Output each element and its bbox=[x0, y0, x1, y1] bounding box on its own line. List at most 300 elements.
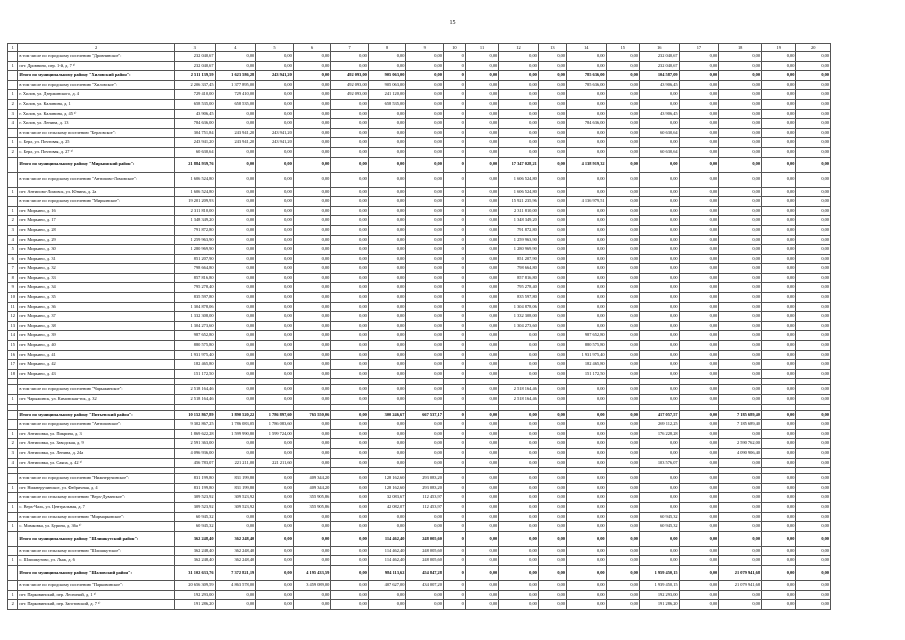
address-cell: в том числе по городскому поселению "Хиловское": bbox=[18, 80, 174, 90]
amount-cell: 0 bbox=[443, 448, 465, 458]
amount-cell: 0,00 bbox=[256, 109, 294, 119]
amount-cell: 0,00 bbox=[719, 293, 762, 303]
amount-cell: 0,00 bbox=[293, 283, 331, 293]
amount-cell: 0,00 bbox=[465, 206, 498, 216]
amount-cell: 0,00 bbox=[719, 458, 762, 468]
row-index-cell: 5 bbox=[8, 245, 18, 255]
amount-cell: 0,00 bbox=[256, 206, 294, 216]
amount-cell: 0,00 bbox=[567, 420, 607, 430]
amount-cell: 104 587,09 bbox=[640, 71, 680, 81]
amount-cell: 0,00 bbox=[679, 502, 719, 512]
amount-cell: 309 523,92 bbox=[215, 502, 256, 512]
amount-cell: 0,00 bbox=[640, 439, 680, 449]
row-index-cell: 1 bbox=[8, 429, 18, 439]
amount-cell: 0,00 bbox=[215, 216, 256, 226]
row-index-cell: 6 bbox=[8, 254, 18, 264]
building-row bbox=[8, 206, 831, 216]
amount-cell: 0,00 bbox=[762, 474, 796, 484]
amount-cell: 0,00 bbox=[640, 283, 680, 293]
row-index-cell: 15 bbox=[8, 341, 18, 351]
amount-cell: 0,00 bbox=[406, 138, 444, 148]
address-cell: в том числе по городскому поселению "Чарыжинское": bbox=[18, 385, 174, 395]
amount-cell: 0 bbox=[443, 580, 465, 590]
building-row bbox=[8, 429, 831, 439]
amount-cell: 0,00 bbox=[256, 283, 294, 293]
amount-cell: 0,00 bbox=[331, 109, 369, 119]
amount-cell: 905 063,00 bbox=[368, 80, 406, 90]
amount-cell: 362 248,40 bbox=[215, 556, 256, 566]
amount-cell: 0,00 bbox=[606, 225, 639, 235]
amount-cell: 362 248,40 bbox=[174, 556, 215, 566]
amount-cell: 0,00 bbox=[499, 580, 539, 590]
row-index-cell bbox=[8, 420, 18, 430]
amount-cell: 0,00 bbox=[465, 264, 498, 274]
amount-cell: 0,00 bbox=[679, 331, 719, 341]
amount-cell: 0 bbox=[443, 147, 465, 157]
row-index-cell: 4 bbox=[8, 458, 18, 468]
amount-cell: 0,00 bbox=[679, 385, 719, 395]
building-row bbox=[8, 293, 831, 303]
amount-cell: 0,00 bbox=[567, 312, 607, 322]
amount-cell: 0,00 bbox=[567, 90, 607, 100]
amount-cell: 0,00 bbox=[215, 157, 256, 172]
amount-cell: 1 786 083,60 bbox=[256, 420, 294, 430]
amount-cell: 0,00 bbox=[256, 556, 294, 566]
amount-cell: 0,00 bbox=[796, 410, 831, 420]
amount-cell: 0,00 bbox=[538, 395, 566, 405]
amount-cell: 0,00 bbox=[499, 420, 539, 430]
amount-cell: 857 816,80 bbox=[174, 273, 215, 283]
amount-cell: 0,00 bbox=[406, 429, 444, 439]
amount-cell: 0,00 bbox=[567, 264, 607, 274]
amount-cell: 0,00 bbox=[256, 52, 294, 62]
amount-cell: 0,00 bbox=[499, 429, 539, 439]
amount-cell: 151 172,50 bbox=[567, 369, 607, 379]
address-cell: в том числе по городскому поселению "Нижнеручинское": bbox=[18, 474, 174, 484]
address-cell: Итого по муниципальному району "Мирьинский район": bbox=[18, 157, 174, 172]
amount-cell: 0,00 bbox=[465, 420, 498, 430]
address-cell: в том числе по городскому поселению "Мирьинское": bbox=[18, 197, 174, 207]
amount-cell: 0,00 bbox=[606, 565, 639, 580]
amount-cell: 0,00 bbox=[465, 410, 498, 420]
amount-cell: 0,00 bbox=[567, 245, 607, 255]
building-row bbox=[8, 273, 831, 283]
settlement-subtotal-row bbox=[8, 493, 831, 503]
amount-cell: 0,00 bbox=[679, 546, 719, 556]
row-index-cell: 1 bbox=[8, 206, 18, 216]
building-row bbox=[8, 90, 831, 100]
amount-cell: 0,00 bbox=[762, 512, 796, 522]
amount-cell: 0,00 bbox=[538, 493, 566, 503]
row-index-cell: 7 bbox=[8, 264, 18, 274]
amount-cell: 0,00 bbox=[762, 321, 796, 331]
amount-cell: 0,00 bbox=[465, 395, 498, 405]
amount-cell: 0,00 bbox=[293, 420, 331, 430]
amount-cell: 0,00 bbox=[465, 283, 498, 293]
amount-cell: 0,00 bbox=[796, 128, 831, 138]
amount-cell: 128 162,60 bbox=[368, 474, 406, 484]
amount-cell: 0,00 bbox=[606, 245, 639, 255]
amount-cell: 0,00 bbox=[293, 448, 331, 458]
amount-cell: 0,00 bbox=[215, 448, 256, 458]
amount-cell: 795 278,40 bbox=[499, 283, 539, 293]
amount-cell: 0,00 bbox=[567, 147, 607, 157]
amount-cell: 434 007,20 bbox=[406, 580, 444, 590]
amount-cell: 0,00 bbox=[406, 52, 444, 62]
amount-cell: 0 bbox=[443, 350, 465, 360]
amount-cell: 0,00 bbox=[719, 350, 762, 360]
amount-cell: 0,00 bbox=[368, 458, 406, 468]
amount-cell: 0 bbox=[443, 302, 465, 312]
amount-cell: 0,00 bbox=[796, 52, 831, 62]
row-index-cell bbox=[8, 385, 18, 395]
amount-cell: 0,00 bbox=[762, 90, 796, 100]
amount-cell: 0 bbox=[443, 206, 465, 216]
amount-cell: 0,00 bbox=[465, 273, 498, 283]
amount-cell: 0,00 bbox=[719, 502, 762, 512]
amount-cell: 0,00 bbox=[256, 225, 294, 235]
amount-cell: 0,00 bbox=[406, 302, 444, 312]
amount-cell: 857 816,80 bbox=[499, 273, 539, 283]
amount-cell: 0,00 bbox=[719, 138, 762, 148]
amount-cell: 0,00 bbox=[293, 80, 331, 90]
amount-cell: 0,00 bbox=[538, 109, 566, 119]
amount-cell: 0,00 bbox=[796, 206, 831, 216]
amount-cell: 0,00 bbox=[499, 90, 539, 100]
amount-cell: 0,00 bbox=[679, 80, 719, 90]
row-index-cell bbox=[8, 197, 18, 207]
amount-cell: 0,00 bbox=[499, 600, 539, 610]
amount-cell: 42 082,07 bbox=[368, 502, 406, 512]
row-index-cell: 12 bbox=[8, 312, 18, 322]
amount-cell: 2 311 810,00 bbox=[174, 206, 215, 216]
amount-cell: 0,00 bbox=[762, 245, 796, 255]
amount-cell: 1 599 724,00 bbox=[256, 429, 294, 439]
amount-cell: 0,00 bbox=[719, 556, 762, 566]
amount-cell: 0,00 bbox=[762, 273, 796, 283]
amount-cell: 0,00 bbox=[465, 531, 498, 546]
row-index-cell: 1 bbox=[8, 590, 18, 600]
amount-cell: 0,00 bbox=[679, 293, 719, 303]
amount-cell: 0,00 bbox=[331, 225, 369, 235]
amount-cell: 0,00 bbox=[719, 119, 762, 129]
amount-cell: 880 575,80 bbox=[567, 341, 607, 351]
amount-cell: 0,00 bbox=[538, 546, 566, 556]
amount-cell: 0 bbox=[443, 283, 465, 293]
amount-cell: 191 286,20 bbox=[174, 600, 215, 610]
amount-cell: 0,00 bbox=[796, 439, 831, 449]
amount-cell: 984 113,62 bbox=[368, 565, 406, 580]
amount-cell: 0,00 bbox=[538, 128, 566, 138]
amount-cell: 0,00 bbox=[293, 302, 331, 312]
amount-cell: 221 211,00 bbox=[215, 458, 256, 468]
amount-cell: 60 630,64 bbox=[174, 147, 215, 157]
amount-cell: 0,00 bbox=[538, 420, 566, 430]
amount-cell: 0,00 bbox=[606, 420, 639, 430]
amount-cell: 0,00 bbox=[256, 99, 294, 109]
amount-cell: 0,00 bbox=[796, 197, 831, 207]
amount-cell: 0,00 bbox=[499, 522, 539, 532]
amount-cell: 0,00 bbox=[293, 546, 331, 556]
amount-cell: 0,00 bbox=[719, 235, 762, 245]
amount-cell: 0,00 bbox=[640, 331, 680, 341]
amount-cell: 0,00 bbox=[499, 350, 539, 360]
amount-cell: 0,00 bbox=[567, 493, 607, 503]
amount-cell: 0,00 bbox=[293, 360, 331, 370]
amount-cell: 0,00 bbox=[215, 283, 256, 293]
amount-cell: 0,00 bbox=[293, 395, 331, 405]
amount-cell: 0,00 bbox=[293, 264, 331, 274]
amount-cell: 0,00 bbox=[368, 157, 406, 172]
amount-cell: 0,00 bbox=[256, 360, 294, 370]
amount-cell: 0,00 bbox=[256, 369, 294, 379]
amount-cell: 0,00 bbox=[331, 483, 369, 493]
amount-cell: 0,00 bbox=[465, 474, 498, 484]
amount-cell: 0,00 bbox=[719, 172, 762, 187]
amount-cell: 192 293,00 bbox=[174, 590, 215, 600]
amount-cell: 0,00 bbox=[331, 369, 369, 379]
amount-cell: 21 079 941,68 bbox=[719, 580, 762, 590]
amount-cell: 0,00 bbox=[796, 80, 831, 90]
address-cell: с. Верх-Чаль, ул. Центральная, д. 7 bbox=[18, 502, 174, 512]
amount-cell: 0,00 bbox=[719, 312, 762, 322]
amount-cell: 0,00 bbox=[406, 321, 444, 331]
amount-cell: 0,00 bbox=[719, 385, 762, 395]
address-cell: г. Хилов, ул. Ленина, д. 13 bbox=[18, 119, 174, 129]
amount-cell: 0,00 bbox=[465, 369, 498, 379]
building-row bbox=[8, 99, 831, 109]
amount-cell: 0,00 bbox=[368, 321, 406, 331]
amount-cell: 0,00 bbox=[679, 600, 719, 610]
amount-cell: 0,00 bbox=[762, 341, 796, 351]
amount-cell: 0,00 bbox=[640, 293, 680, 303]
amount-cell: 1 939 450,15 bbox=[640, 580, 680, 590]
address-cell: пгт. Антиповка, ул. Пикрина, д. 3 bbox=[18, 429, 174, 439]
amount-cell: 0,00 bbox=[719, 206, 762, 216]
amount-cell: 0,00 bbox=[293, 350, 331, 360]
amount-cell: 0,00 bbox=[331, 420, 369, 430]
amount-cell: 0,00 bbox=[331, 264, 369, 274]
amount-cell: 0 bbox=[443, 61, 465, 71]
amount-cell: 0,00 bbox=[567, 483, 607, 493]
amount-cell: 0,00 bbox=[719, 331, 762, 341]
amount-cell: 0,00 bbox=[406, 395, 444, 405]
amount-cell: 0,00 bbox=[567, 216, 607, 226]
amount-cell: 0,00 bbox=[538, 71, 566, 81]
amount-cell: 0,00 bbox=[719, 302, 762, 312]
amount-cell: 0,00 bbox=[406, 458, 444, 468]
amount-cell: 0,00 bbox=[719, 590, 762, 600]
amount-cell: 0,00 bbox=[465, 187, 498, 197]
building-row bbox=[8, 302, 831, 312]
amount-cell: 492 093,00 bbox=[331, 80, 369, 90]
amount-cell: 0,00 bbox=[606, 71, 639, 81]
amount-cell: 0,00 bbox=[796, 483, 831, 493]
amount-cell: 0,00 bbox=[538, 321, 566, 331]
amount-cell: 0,00 bbox=[368, 273, 406, 283]
amount-cell: 0,00 bbox=[465, 138, 498, 148]
amount-cell: 0 bbox=[443, 410, 465, 420]
amount-cell: 0,00 bbox=[679, 512, 719, 522]
amount-cell: 0,00 bbox=[606, 157, 639, 172]
amount-cell: 60 630,64 bbox=[640, 128, 680, 138]
amount-cell: 784 636,00 bbox=[567, 119, 607, 129]
amount-cell: 0,00 bbox=[368, 206, 406, 216]
amount-cell: 0,00 bbox=[679, 273, 719, 283]
amount-cell: 0 bbox=[443, 99, 465, 109]
amount-cell: 0,00 bbox=[606, 590, 639, 600]
amount-cell: 0,00 bbox=[215, 395, 256, 405]
amount-cell: 0,00 bbox=[293, 556, 331, 566]
amount-cell: 0,00 bbox=[719, 512, 762, 522]
amount-cell: 0,00 bbox=[256, 302, 294, 312]
amount-cell: 0,00 bbox=[679, 206, 719, 216]
amount-cell: 0,00 bbox=[256, 264, 294, 274]
amount-cell: 0,00 bbox=[796, 493, 831, 503]
address-cell: с. Шлишкутово, ул. Лыж, д. 6 bbox=[18, 556, 174, 566]
amount-cell: 0,00 bbox=[368, 61, 406, 71]
amount-cell: 0,00 bbox=[256, 331, 294, 341]
amount-cell: 0,00 bbox=[606, 439, 639, 449]
amount-cell: 0,00 bbox=[465, 235, 498, 245]
amount-cell: 0,00 bbox=[215, 264, 256, 274]
amount-cell: 0,00 bbox=[606, 369, 639, 379]
row-index-cell: 18 bbox=[8, 369, 18, 379]
amount-cell: 0,00 bbox=[762, 580, 796, 590]
amount-cell: 0,00 bbox=[499, 556, 539, 566]
amount-cell: 0,00 bbox=[215, 600, 256, 610]
amount-cell: 0,00 bbox=[719, 531, 762, 546]
amount-cell: 0,00 bbox=[567, 225, 607, 235]
amount-cell: 0,00 bbox=[331, 395, 369, 405]
amount-cell: 0,00 bbox=[719, 71, 762, 81]
amount-cell: 0,00 bbox=[293, 385, 331, 395]
amount-cell: 0,00 bbox=[256, 385, 294, 395]
amount-cell: 785 636,00 bbox=[567, 80, 607, 90]
amount-cell: 0,00 bbox=[406, 109, 444, 119]
amount-cell: 243 941,20 bbox=[256, 138, 294, 148]
amount-cell: 0 bbox=[443, 128, 465, 138]
amount-cell: 0,00 bbox=[762, 216, 796, 226]
amount-cell: 0,00 bbox=[215, 187, 256, 197]
amount-cell: 0,00 bbox=[331, 410, 369, 420]
amount-cell: 831 199,80 bbox=[215, 474, 256, 484]
amount-cell: 0,00 bbox=[606, 522, 639, 532]
address-cell: пгт. Антиповка, ул. Саяпа, д. 42 ¹⁾ bbox=[18, 458, 174, 468]
amount-cell: 0,00 bbox=[293, 254, 331, 264]
amount-cell: 0,00 bbox=[368, 293, 406, 303]
amount-cell: 1 304 273,60 bbox=[174, 321, 215, 331]
amount-cell: 0,00 bbox=[567, 61, 607, 71]
amount-cell: 0,00 bbox=[606, 502, 639, 512]
amount-cell: 0,00 bbox=[256, 254, 294, 264]
amount-cell: 0,00 bbox=[331, 302, 369, 312]
amount-cell: 785 636,00 bbox=[567, 71, 607, 81]
amount-cell: 0,00 bbox=[719, 128, 762, 138]
amount-cell: 0,00 bbox=[406, 600, 444, 610]
amount-cell: 0,00 bbox=[538, 580, 566, 590]
amount-cell: 0,00 bbox=[406, 99, 444, 109]
amount-cell: 0,00 bbox=[368, 128, 406, 138]
amount-cell: 0,00 bbox=[368, 187, 406, 197]
amount-cell: 0,00 bbox=[406, 350, 444, 360]
amount-cell: 0,00 bbox=[796, 546, 831, 556]
address-cell: пгт. Чарыжинск, ул. Кимовская-ток, д. 32 bbox=[18, 395, 174, 405]
amount-cell: 0 bbox=[443, 187, 465, 197]
settlement-subtotal-row bbox=[8, 80, 831, 90]
amount-cell: 0,00 bbox=[215, 321, 256, 331]
column-number: 9 bbox=[406, 44, 444, 52]
amount-cell: 0,00 bbox=[567, 429, 607, 439]
amount-cell: 0,00 bbox=[293, 458, 331, 468]
amount-cell: 43 906,45 bbox=[640, 80, 680, 90]
amount-cell: 0,00 bbox=[368, 245, 406, 255]
address-cell: пгт. Мирьино, д. 38 bbox=[18, 321, 174, 331]
amount-cell: 0,00 bbox=[796, 187, 831, 197]
building-row bbox=[8, 360, 831, 370]
amount-cell: 0,00 bbox=[719, 321, 762, 331]
amount-cell: 0,00 bbox=[640, 483, 680, 493]
building-row bbox=[8, 119, 831, 129]
amount-cell: 243 941,20 bbox=[215, 128, 256, 138]
amount-cell: 0,00 bbox=[538, 331, 566, 341]
amount-cell: 0,00 bbox=[215, 341, 256, 351]
amount-cell: 0,00 bbox=[368, 216, 406, 226]
amount-cell: 765 550,06 bbox=[293, 410, 331, 420]
amount-cell: 0,00 bbox=[538, 531, 566, 546]
amount-cell: 0,00 bbox=[538, 439, 566, 449]
amount-cell: 0,00 bbox=[640, 341, 680, 351]
amount-cell: 0,00 bbox=[762, 80, 796, 90]
amount-cell: 0,00 bbox=[640, 350, 680, 360]
amount-cell: 0,00 bbox=[679, 264, 719, 274]
amount-cell: 0,00 bbox=[679, 369, 719, 379]
amount-cell: 114 462,40 bbox=[368, 556, 406, 566]
amount-cell: 0,00 bbox=[256, 350, 294, 360]
address-cell: пгт. Антиповка, ул. Заводская, д. 9 bbox=[18, 439, 174, 449]
amount-cell: 243 941,20 bbox=[215, 138, 256, 148]
amount-cell: 0,00 bbox=[606, 385, 639, 395]
amount-cell: 0,00 bbox=[567, 283, 607, 293]
amount-cell: 0,00 bbox=[331, 293, 369, 303]
address-cell: пгт. Мирьино, д. 30 bbox=[18, 245, 174, 255]
amount-cell: 1 606 524,80 bbox=[499, 187, 539, 197]
row-index-cell bbox=[8, 157, 18, 172]
amount-cell: 362 248,40 bbox=[215, 531, 256, 546]
amount-cell: 0,00 bbox=[293, 225, 331, 235]
amount-cell: 0,00 bbox=[796, 350, 831, 360]
address-cell: пгт. Мирьино, д. 43 bbox=[18, 369, 174, 379]
building-row bbox=[8, 138, 831, 148]
amount-cell: 0,00 bbox=[538, 235, 566, 245]
amount-cell: 0,00 bbox=[679, 109, 719, 119]
amount-cell: 0,00 bbox=[719, 264, 762, 274]
address-cell: Итого по муниципальному району "Шаловский район": bbox=[18, 565, 174, 580]
amount-cell: 0,00 bbox=[606, 448, 639, 458]
amount-cell: 0,00 bbox=[215, 245, 256, 255]
amount-cell: 0,00 bbox=[606, 293, 639, 303]
amount-cell: 0,00 bbox=[465, 172, 498, 187]
building-row bbox=[8, 331, 831, 341]
amount-cell: 407 627,00 bbox=[368, 580, 406, 590]
amount-cell: 0,00 bbox=[640, 474, 680, 484]
amount-cell: 0,00 bbox=[465, 293, 498, 303]
amount-cell: 0,00 bbox=[719, 80, 762, 90]
amount-cell: 0,00 bbox=[256, 565, 294, 580]
amount-cell: 0,00 bbox=[796, 448, 831, 458]
row-index-cell bbox=[8, 410, 18, 420]
amount-cell: 0,00 bbox=[679, 99, 719, 109]
